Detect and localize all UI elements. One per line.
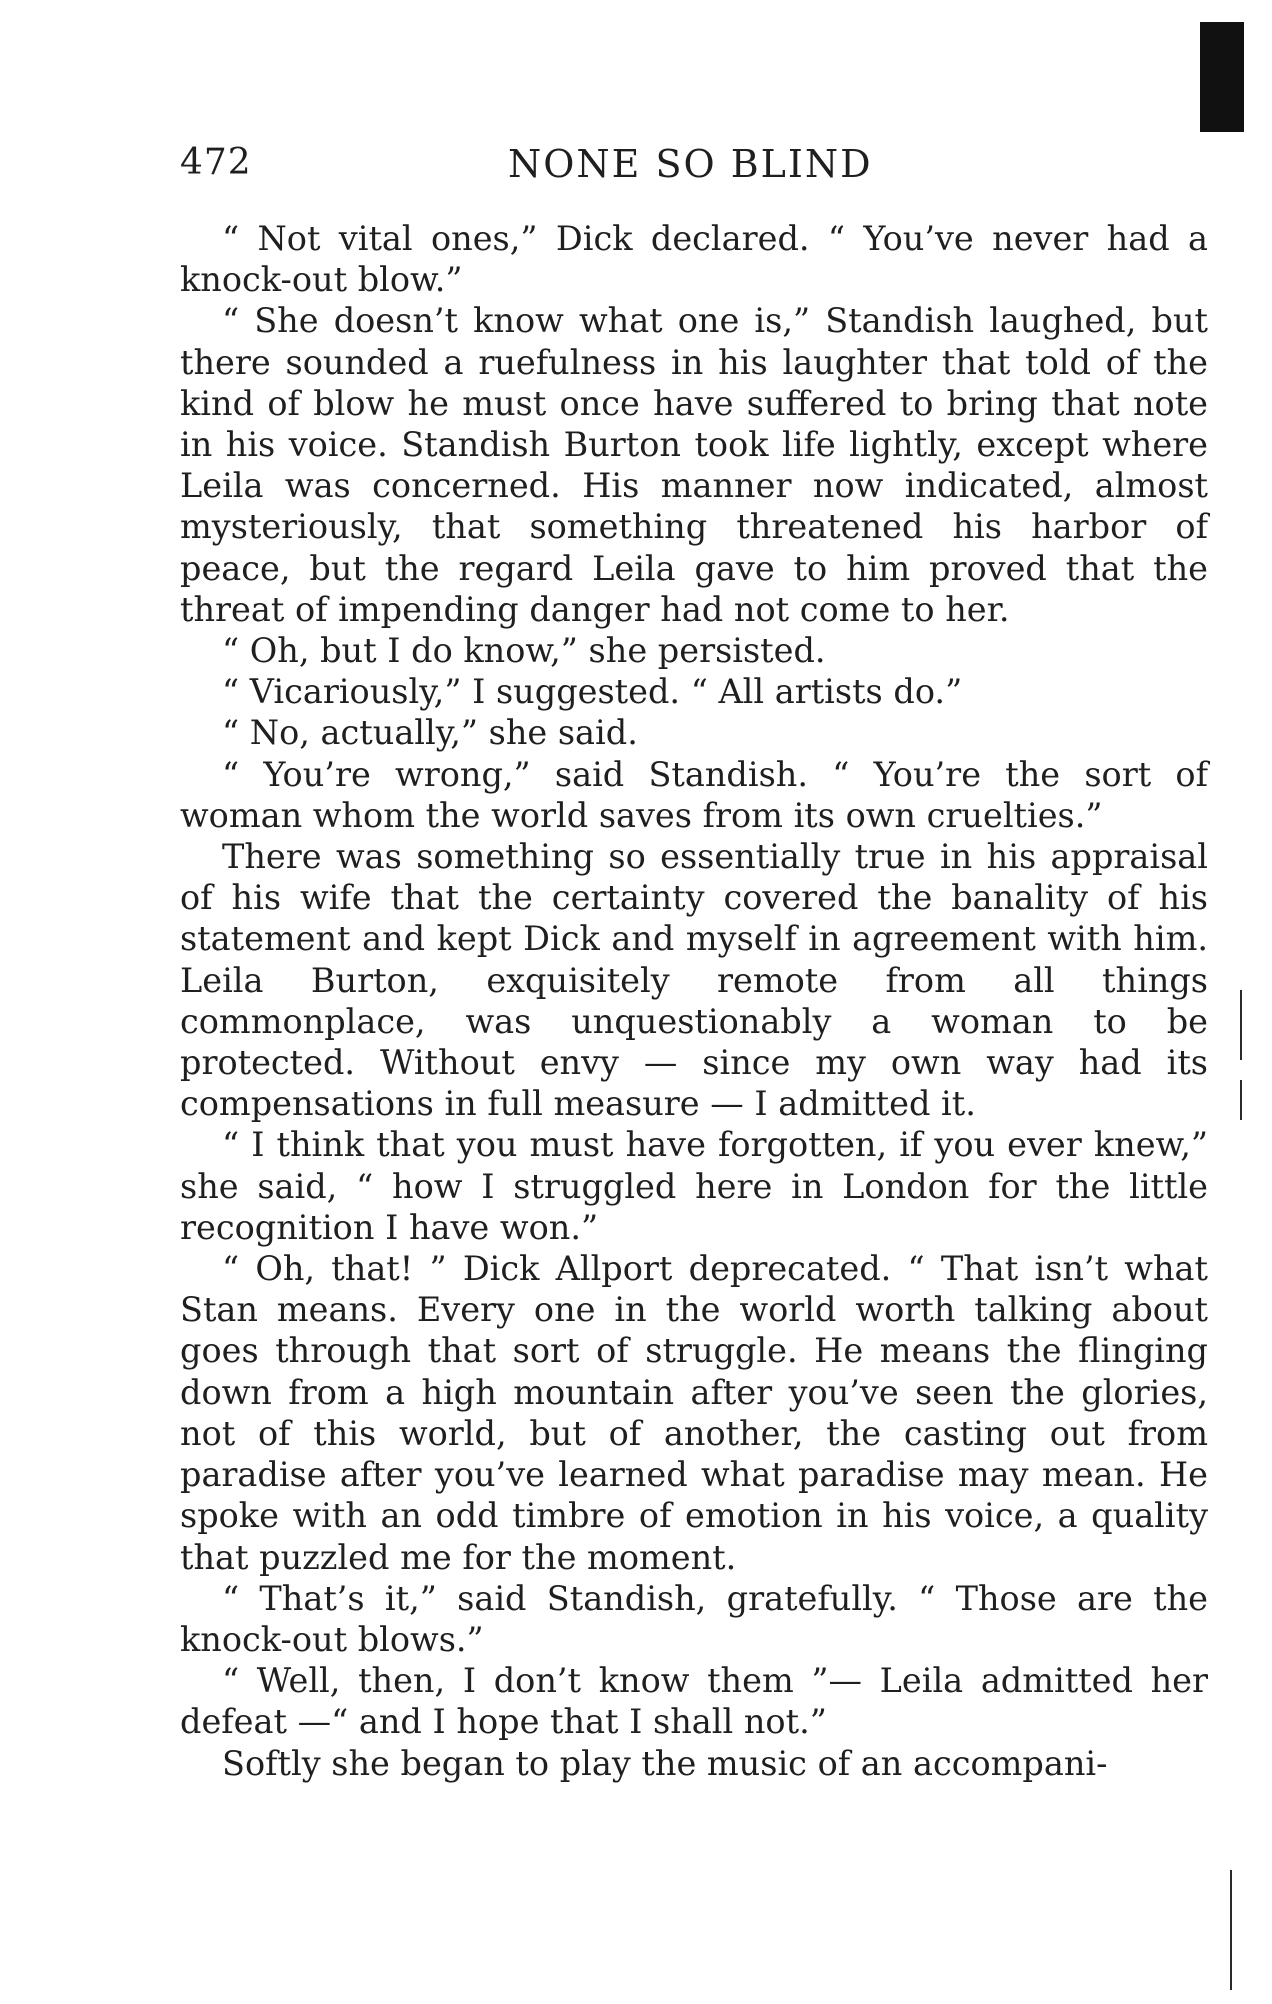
paragraph-12: Softly she began to play the music of an accompani- <box>222 1743 1108 1783</box>
page-edge-shadow <box>1200 22 1244 132</box>
running-title: NONE SO BLIND <box>508 142 873 186</box>
margin-line-mark <box>1240 990 1242 1060</box>
paragraph-2: “ She doesn’t know what one is,” Standish laughed, but there sounded a ruefulness in his laughter that told of the kind of blow he must once have suffered to bring that note in his voice. Standish Burton took life lightly, except where Leila was concerned. His manner now indicated, almost mysteriously, that something threatened his harbor of peace, but the regard Leila gave to him proved that the threat of impending danger had not come to her. <box>180 301 1208 629</box>
body-text <box>180 218 1208 1784</box>
paragraph-1: “ Not vital ones,” Dick declared. “ You’ve never had a knock-out blow.” <box>180 219 1208 300</box>
paragraph-8: “ I think that you must have forgotten, if you ever knew,” she said, “ how I struggled here in London for the little recognition I have won.” <box>180 1125 1208 1247</box>
margin-line-mark <box>1240 1080 1242 1120</box>
paragraph-5: “ No, actually,” she said. <box>222 713 638 753</box>
paragraph-3: “ Oh, but I do know,” she persisted. <box>222 631 826 671</box>
page-number: 472 <box>180 142 252 183</box>
page-header <box>180 142 1200 202</box>
paragraph-6: “ You’re wrong,” said Standish. “ You’re the sort of woman whom the world saves from its own cruelties.” <box>180 754 1208 835</box>
paragraph-7: There was something so essentially true in his appraisal of his wife that the certainty covered the banality of his statement and kept Dick and myself in agreement with him. Leila Burton, exquisitely remote from all things commonplace, was unquestionably a woman to be protected. Without envy — since my own way had its compensations in full measure — I admitted it. <box>180 837 1208 1124</box>
margin-line-mark <box>1230 1870 1232 1990</box>
paragraph-9: “ Oh, that! ” Dick Allport deprecated. “ That isn’t what Stan means. Every one in the world worth talking about goes through that sort of struggle. He means the flinging down from a high mountain after you’ve seen the glories, not of this world, but of another, the casting out from paradise after you’ve learned what paradise may mean. He spoke with an odd timbre of emotion in his voice, a quality that puzzled me for the moment. <box>180 1249 1208 1577</box>
paragraph-10: “ That’s it,” said Standish, gratefully. “ Those are the knock-out blows.” <box>180 1578 1208 1659</box>
paragraph-4: “ Vicariously,” I suggested. “ All artists do.” <box>222 672 963 712</box>
paragraph-11: “ Well, then, I don’t know them ”— Leila admitted her defeat —“ and I hope that I shall not.” <box>180 1661 1208 1742</box>
